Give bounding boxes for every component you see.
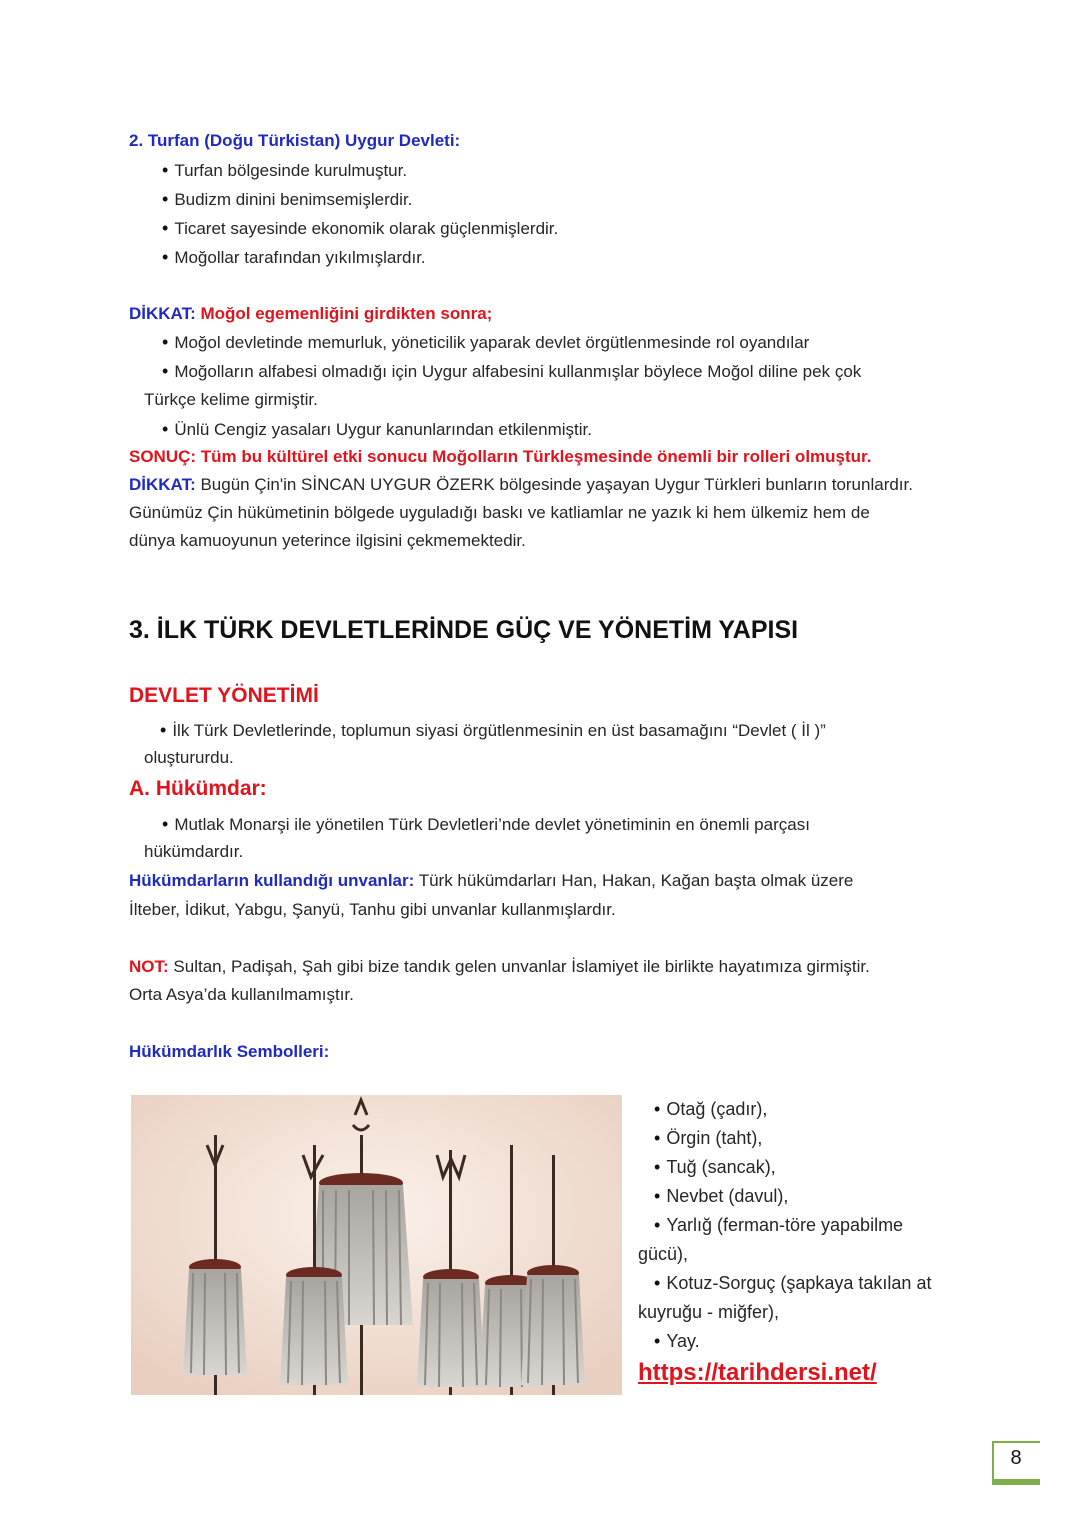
dikkat-heading-1: Moğol egemenliğini girdikten sonra; bbox=[195, 304, 493, 323]
sembol-yarlig: • Yarlığ (ferman-töre yapabilme bbox=[654, 1214, 903, 1236]
sembol-yay: • Yay. bbox=[654, 1330, 700, 1352]
tug-standards-image bbox=[131, 1095, 622, 1395]
devlet-bullet-cont: oluştururdu. bbox=[144, 748, 234, 767]
not-text-line2: Orta Asya’da kullanılmamıştır. bbox=[129, 985, 354, 1004]
dikkat-label-2: DİKKAT: bbox=[129, 475, 196, 494]
sembol-otag: • Otağ (çadır), bbox=[654, 1098, 767, 1120]
dikkat-note-1 bbox=[129, 303, 492, 325]
section-3-title: 3. İLK TÜRK DEVLETLERİNDE GÜÇ VE YÖNETİM YAPISI bbox=[129, 616, 799, 644]
page-number: 8 bbox=[1010, 1447, 1022, 1469]
hukumdar-bullet: • Mutlak Monarşi ile yönetilen Türk Devletleri’nde devlet yönetiminin en önemli parçası bbox=[162, 813, 810, 836]
sembol-kotuz: • Kotuz-Sorguç (şapkaya takılan at bbox=[654, 1272, 931, 1294]
devlet-bullet: • İlk Türk Devletlerinde, toplumun siyasi örgütlenmesinin en üst basamağını “Devlet ( İl )” bbox=[160, 719, 826, 742]
page-number-box bbox=[992, 1441, 1040, 1485]
dikkat-text-2: Bugün Çin'in SİNCAN UYGUR ÖZERK bölgesinde yaşayan Uygur Türkleri bunların torunlardır. bbox=[195, 475, 913, 494]
sonuc-note: SONUÇ: Tüm bu kültürel etki sonucu Moğolların Türkleşmesinde önemli bir rolleri olmuştur. bbox=[129, 447, 872, 466]
unvanlar-text-line2: İlteber, İdikut, Yabgu, Şanyü, Tanhu gibi unvanlar kullanmışlardır. bbox=[129, 900, 616, 919]
not-label: NOT: bbox=[129, 957, 169, 976]
not-text: Sultan, Padişah, Şah gibi bize tandık gelen unvanlar İslamiyet ile birlikte hayatımıza girmiştir. bbox=[168, 957, 870, 976]
unvanlar-label: Hükümdarların kullandığı unvanlar: bbox=[129, 871, 415, 890]
dikkat-label-1: DİKKAT: bbox=[129, 304, 196, 323]
devlet-yonetimi-title: DEVLET YÖNETİMİ bbox=[129, 684, 319, 707]
dikkat-bullet-3: • Ünlü Cengiz yasaları Uygur kanunlarından etkilenmiştir. bbox=[162, 418, 592, 441]
dikkat-bullet-2: • Moğolların alfabesi olmadığı için Uygur alfabesini kullanmışlar böylece Moğol diline pek çok bbox=[162, 360, 861, 383]
turfan-bullet-3: • Ticaret sayesinde ekonomik olarak güçlenmişlerdir. bbox=[162, 217, 558, 240]
turfan-bullet-4: • Moğollar tarafından yıkılmışlardır. bbox=[162, 246, 426, 269]
not-paragraph bbox=[129, 956, 870, 978]
turfan-bullet-2: • Budizm dinini benimsemişlerdir. bbox=[162, 188, 412, 211]
dikkat-bullet-2-cont: Türkçe kelime girmiştir. bbox=[144, 390, 318, 409]
dikkat-bullet-1: • Moğol devletinde memurluk, yöneticilik yaparak devlet örgütlenmesinde rol oyandılar bbox=[162, 331, 809, 354]
hukumdar-title: A. Hükümdar: bbox=[129, 777, 267, 800]
website-link[interactable]: https://tarihdersi.net/ bbox=[638, 1359, 877, 1386]
dikkat-text-2-line3: dünya kamuoyunun yeterince ilgisini çekmemektedir. bbox=[129, 531, 526, 550]
semboller-title: Hükümdarlık Sembolleri: bbox=[129, 1042, 330, 1061]
unvanlar-paragraph bbox=[129, 870, 853, 892]
unvanlar-text: Türk hükümdarları Han, Hakan, Kağan başta olmak üzere bbox=[414, 871, 854, 890]
hukumdar-bullet-cont: hükümdardır. bbox=[144, 842, 244, 861]
sembol-orgin: • Örgin (taht), bbox=[654, 1127, 762, 1149]
sembol-yarlig-cont: gücü), bbox=[638, 1244, 689, 1264]
turfan-bullet-1: • Turfan bölgesinde kurulmuştur. bbox=[162, 159, 407, 182]
turfan-title: 2. Turfan (Doğu Türkistan) Uygur Devleti: bbox=[129, 131, 461, 150]
dikkat-note-2 bbox=[129, 474, 913, 496]
sembol-tug: • Tuğ (sancak), bbox=[654, 1156, 776, 1178]
sembol-nevbet: • Nevbet (davul), bbox=[654, 1185, 788, 1207]
dikkat-text-2-line2: Günümüz Çin hükümetinin bölgede uyguladığı baskı ve katliamlar ne yazık ki hem ülkemiz hem de bbox=[129, 503, 870, 522]
sembol-kotuz-cont: kuyruğu - miğfer), bbox=[638, 1302, 780, 1322]
